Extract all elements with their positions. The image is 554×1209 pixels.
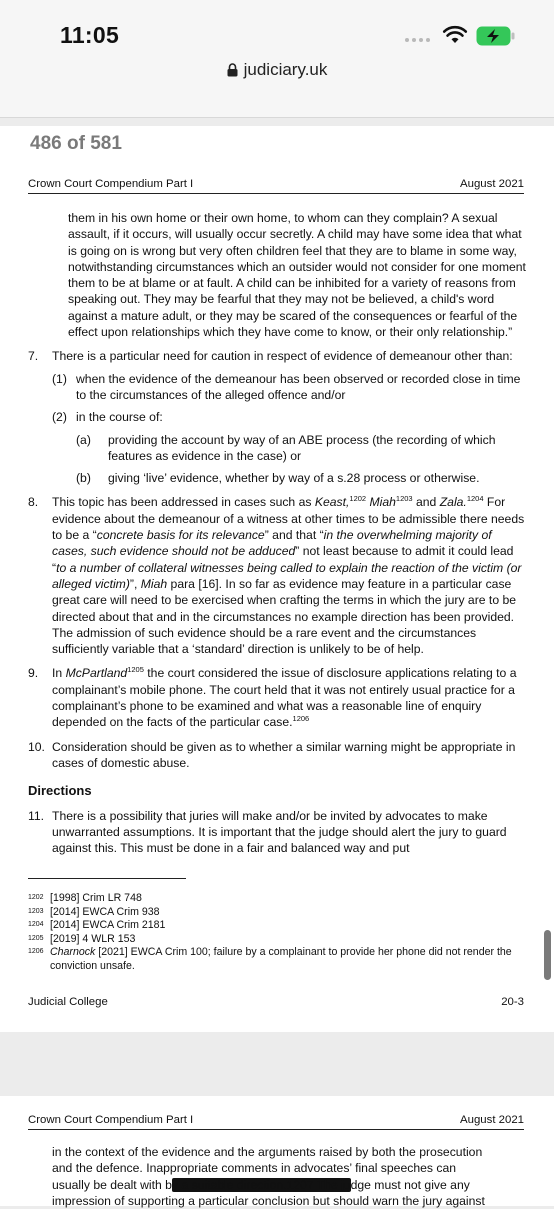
footnote-ref[interactable]: 1203 bbox=[395, 494, 413, 504]
case-name: Zala. bbox=[439, 495, 467, 510]
case-name: Miah bbox=[366, 495, 396, 510]
paragraph-8: 8. This topic has been addressed in cases such as Keast,$^{1202}$ Miah$^{1203}$ and Zala.$^{1204}$ For evidence about the demeanour of a witness at other times to be admissible there needs to be a “concrete basis for its relevance” and that “in the overwhelming majority of cases, such evidence should not be adduced” not least because to admit it could lead “to a number of collateral witnesses being called to explain the reaction of the victim (or alleged victim)”, Miah para [16]. In so far as evidence may feature in a particular case great care will need to be exercised when crafting the terms in which the jury are to be directed about that and in the circumstances no example direction has been provided. The admission of such evidence should be a rare event and the circumstances sufficiently variable that a ‘standard’ direction is unlikely to be of help. bbox=[28, 494, 525, 657]
url-text: judiciary.uk bbox=[243, 60, 328, 79]
quotation: to a number of collateral witnesses being called to explain the reaction of the victim (or alleged victim) bbox=[52, 560, 522, 591]
header-left: Crown Court Compendium Part I bbox=[28, 1114, 194, 1126]
running-header bbox=[28, 178, 524, 190]
paragraph-9: 9. In McPartland$^{1205}$ the court considered the issue of disclosure applications relating to a complainant’s mobile phone. The court held that it was not entirely usual practice for a complainant’s phone to be examined and what was a reasonable line of enquiry depended on the facts of the particular case.$^{1206}$ bbox=[28, 665, 517, 730]
footnote-ref[interactable]: 1202 bbox=[349, 494, 367, 504]
quoted-passage: them in his own home or their own home, to whom can they complain? A sexual assault, if it occurs, will usually occur secretly. A child may have some idea that what is going on is wrong but very often children feel that they are to blame in some way, notwithstanding circumstances which an outsider would not consider for one moment them to be at blame or at fault. A child can be inhibited for a variety of reasons from speaking out. They may be fearful that they may not be believed, a child's word against a mature adult, or they may be scared of the consequences or fearful of the effect upon relationships which they have come to know, or their only relationship.” bbox=[68, 211, 526, 340]
document-page bbox=[0, 126, 554, 1032]
paragraph-7-1: (1) when the evidence of the demeanour has been observed or recorded close in time to the circumstances of the alleged offence and/or bbox=[52, 371, 521, 402]
footnote: 1205 [2019] 4 WLR 153 bbox=[28, 932, 136, 945]
paragraph-7-2-b: (b) giving ‘live’ evidence, whether by way of a s.28 process or otherwise. bbox=[76, 471, 480, 486]
case-name: Keast, bbox=[314, 495, 350, 510]
footnote-ref[interactable]: 1205 bbox=[127, 665, 144, 675]
paragraph-7: 7. There is a particular need for caution in respect of evidence of demeanour other than: bbox=[28, 349, 513, 364]
header-rule bbox=[28, 193, 524, 194]
quotation: concrete basis for its relevance bbox=[96, 528, 265, 543]
footnote-rule bbox=[28, 878, 186, 879]
scrollbar-thumb[interactable] bbox=[544, 930, 551, 980]
footer-right: 20-3 bbox=[501, 996, 524, 1008]
footnote: 1203 [2014] EWCA Crim 938 bbox=[28, 905, 160, 918]
body-text bbox=[28, 210, 528, 856]
case-name: McPartland bbox=[65, 666, 128, 681]
footnote: 1204 [2014] EWCA Crim 2181 bbox=[28, 919, 166, 932]
footnote: 1202 [1998] Crim LR 748 bbox=[28, 892, 142, 904]
footnote-ref[interactable]: 1206 bbox=[292, 714, 310, 724]
section-heading: Directions bbox=[28, 783, 92, 799]
running-footer bbox=[28, 996, 524, 1008]
redaction-mark: y a suitable direction.1207 The ju bbox=[171, 1177, 351, 1192]
footer-left: Judicial College bbox=[28, 996, 108, 1008]
battery-charging-icon bbox=[476, 26, 516, 46]
header-right: August 2021 bbox=[460, 178, 524, 190]
paragraph-7-2-a: (a) providing the account by way of an ABE process (the recording of which features as evidence in the case) or bbox=[76, 432, 496, 463]
url-display[interactable] bbox=[0, 60, 554, 80]
header-rule bbox=[28, 1129, 524, 1130]
body-text: in the context of the evidence and the arguments raised by both the prosecution and the defence. Inappropriate comments in advocates’ final speeches can usually be dealt with by a suitable direction.1207 The judge must not give any impression of supporting a particular conclusion but should warn the jury against bbox=[52, 1145, 485, 1208]
lock-icon bbox=[227, 63, 238, 77]
page-counter: 486 of 581 bbox=[30, 133, 122, 154]
case-name: Miah bbox=[140, 576, 168, 591]
footnote-ref[interactable]: 1204 bbox=[466, 494, 484, 504]
paragraph-7-2: (2) in the course of: bbox=[52, 410, 163, 425]
running-header bbox=[28, 1114, 524, 1126]
status-time: 11:05 bbox=[60, 22, 120, 48]
footnotes bbox=[28, 892, 528, 974]
paragraph-10: 10. Consideration should be given as to whether a similar warning might be appropriate in cases of domestic abuse. bbox=[28, 739, 516, 770]
header-right: August 2021 bbox=[460, 1114, 524, 1126]
address-bar[interactable] bbox=[0, 58, 554, 118]
status-bar bbox=[0, 0, 554, 58]
header-left: Crown Court Compendium Part I bbox=[28, 178, 194, 190]
footnote: 1206 Charnock [2021] EWCA Crim 100; failure by a complainant to provide her phone did not render the conviction unsafe. bbox=[28, 946, 512, 972]
quotation: in the overwhelming majority of cases, such evidence should not be adduced bbox=[52, 528, 492, 559]
paragraph-11: 11. There is a possibility that juries will make and/or be invited by advocates to make unwarranted assumptions. It is important that the judge should alert the jury to guard against this. This must be done in a fair and balanced way and put bbox=[28, 808, 507, 856]
cellular-signal-icon bbox=[405, 38, 430, 42]
wifi-icon bbox=[443, 26, 467, 44]
document-page-next bbox=[0, 1096, 554, 1206]
